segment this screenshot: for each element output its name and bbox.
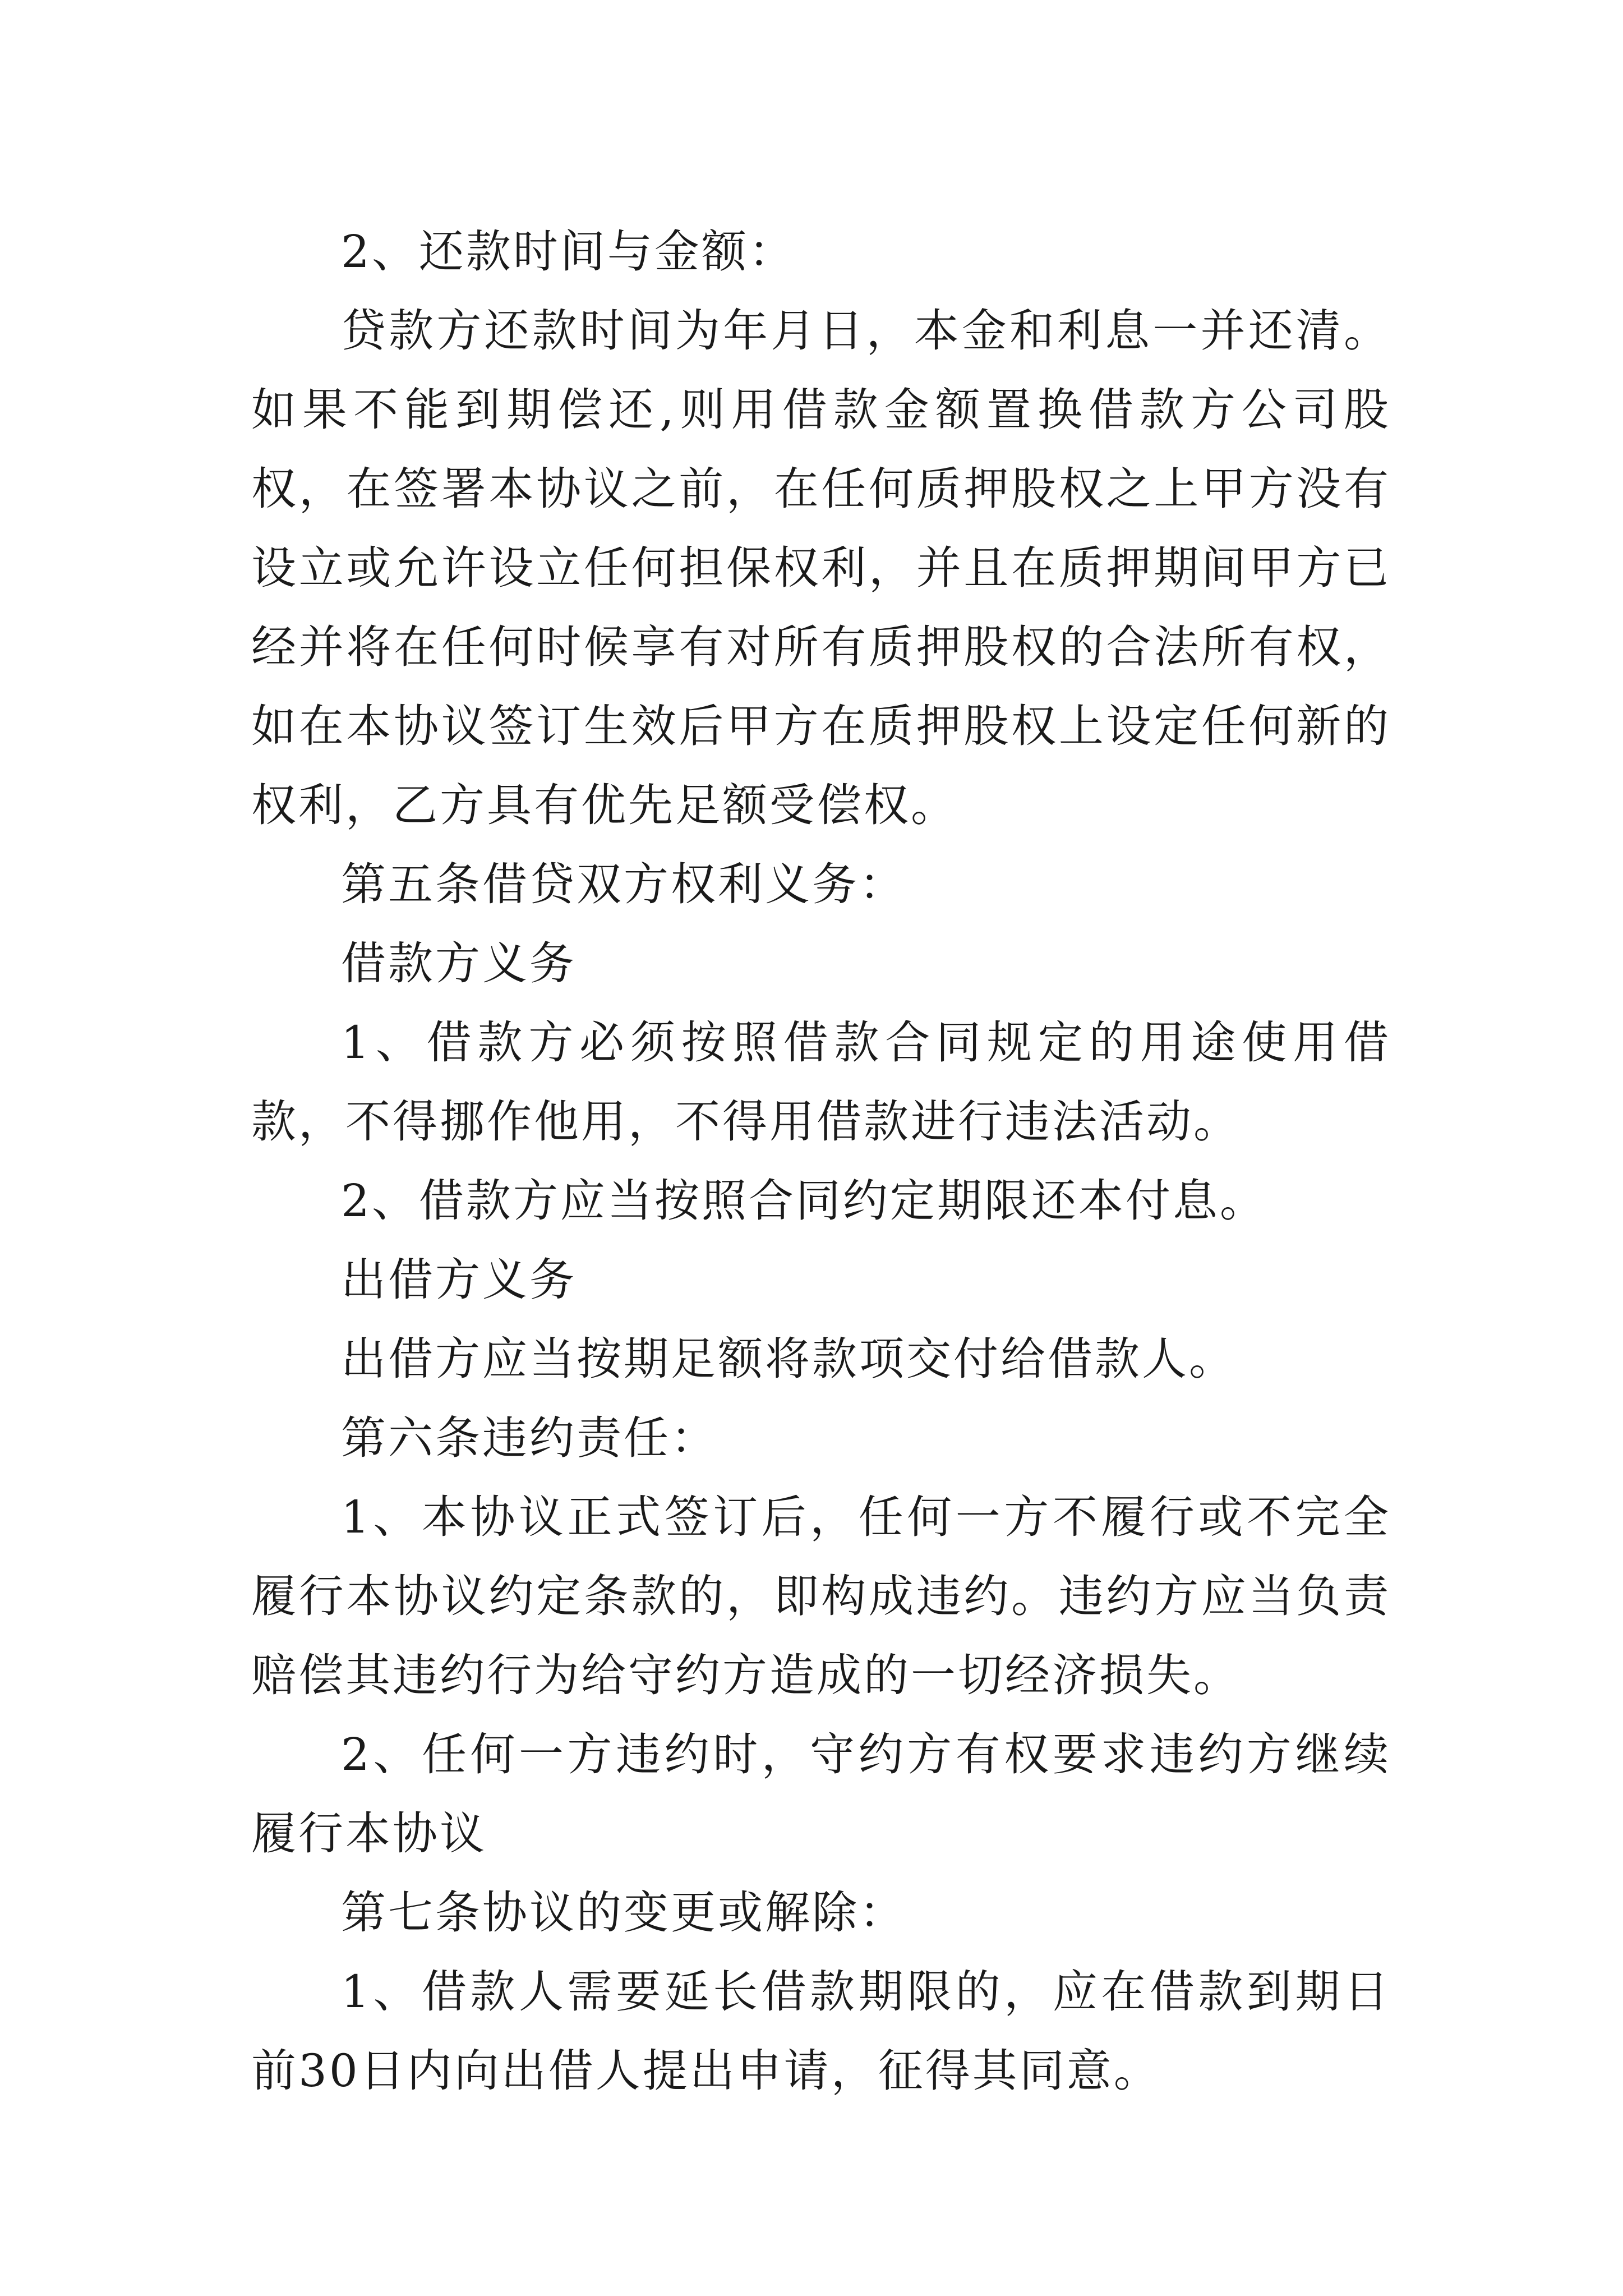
paragraph-borrower-obligation-1: 1、借款方必须按照借款合同规定的用途使用借款，不得挪作他用，不得用借款进行违法活动。 <box>251 1016 1391 1148</box>
paragraph-lender-obligation: 出借方应当按期足额将款项交付给借款人。 <box>341 1333 1236 1385</box>
paragraph-article-7-heading: 第七条协议的变更或解除： <box>341 1887 906 1939</box>
paragraph-borrower-obligations-heading: 借款方义务 <box>341 937 577 990</box>
paragraph-article-6-heading: 第六条违约责任： <box>341 1412 718 1464</box>
paragraph-repayment-terms: 贷款方还款时间为年月日，本金和利息一并还清。如果不能到期偿还,则用借款金额置换借款方公司股权，在签署本协议之前，在任何质押股权之上甲方没有设立或允许设立任何担保权利，并且在质押期间甲方已经并将在任何时候享有对所有质押股权的合法所有权，如在本协议签订生效后甲方在质押股权上设定任何新的权利，乙方具有优先足额受偿权。 <box>251 305 1391 831</box>
paragraph-repayment-heading: 2、还款时间与金额： <box>341 226 796 278</box>
paragraph-article-5-heading: 第五条借贷双方权利义务： <box>341 858 906 910</box>
paragraph-borrower-obligation-2: 2、借款方应当按照合同约定期限还本付息。 <box>341 1175 1267 1227</box>
paragraph-breach-1: 1、本协议正式签订后，任何一方不履行或不完全履行本协议约定条款的，即构成违约。违约方应当负责赔偿其违约行为给守约方造成的一切经济损失。 <box>251 1491 1391 1701</box>
paragraph-amendment-1: 1、借款人需要延长借款期限的，应在借款到期日前30日内向出借人提出申请，征得其同意。 <box>251 1966 1391 2097</box>
paragraph-lender-obligations-heading: 出借方义务 <box>341 1254 577 1306</box>
paragraph-breach-2: 2、任何一方违约时，守约方有权要求违约方继续履行本协议 <box>251 1728 1391 1860</box>
document-body <box>251 212 1391 2110</box>
